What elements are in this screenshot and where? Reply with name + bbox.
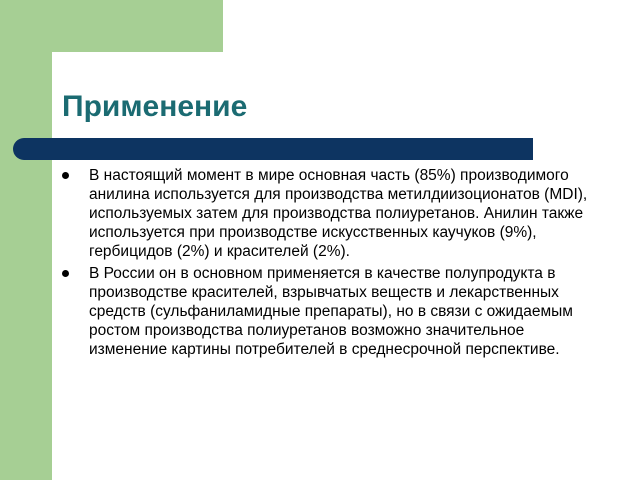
decorative-green-band-left [0, 0, 52, 480]
slide-title: Применение [62, 90, 248, 123]
title-underline-bar [13, 138, 533, 160]
bullet-text: В настоящий момент в мире основная часть (85%) производимого анилина используется для производства метилдиизоционатов (MDI), используемых затем для производства полиуретанов. Анилин также используется при производстве искусственных каучуков (9%), гербицидов (2%) и красителей (2%). [89, 167, 588, 260]
bullet-item [60, 264, 600, 359]
bullet-dot-icon [62, 172, 69, 179]
bullet-item [60, 166, 600, 261]
bullet-list [60, 166, 600, 362]
bullet-dot-icon [62, 270, 69, 277]
decorative-green-band-top [0, 0, 223, 52]
bullet-text: В России он в основном применяется в качестве полупродукта в производстве красителей, взрывчатых веществ и лекарственных средств (сульфаниламидные препараты), но в связи с ожидаемым ростом производства полиуретанов возможно значительное изменение картины потребителей в среднесрочной перспективе. [89, 265, 573, 358]
